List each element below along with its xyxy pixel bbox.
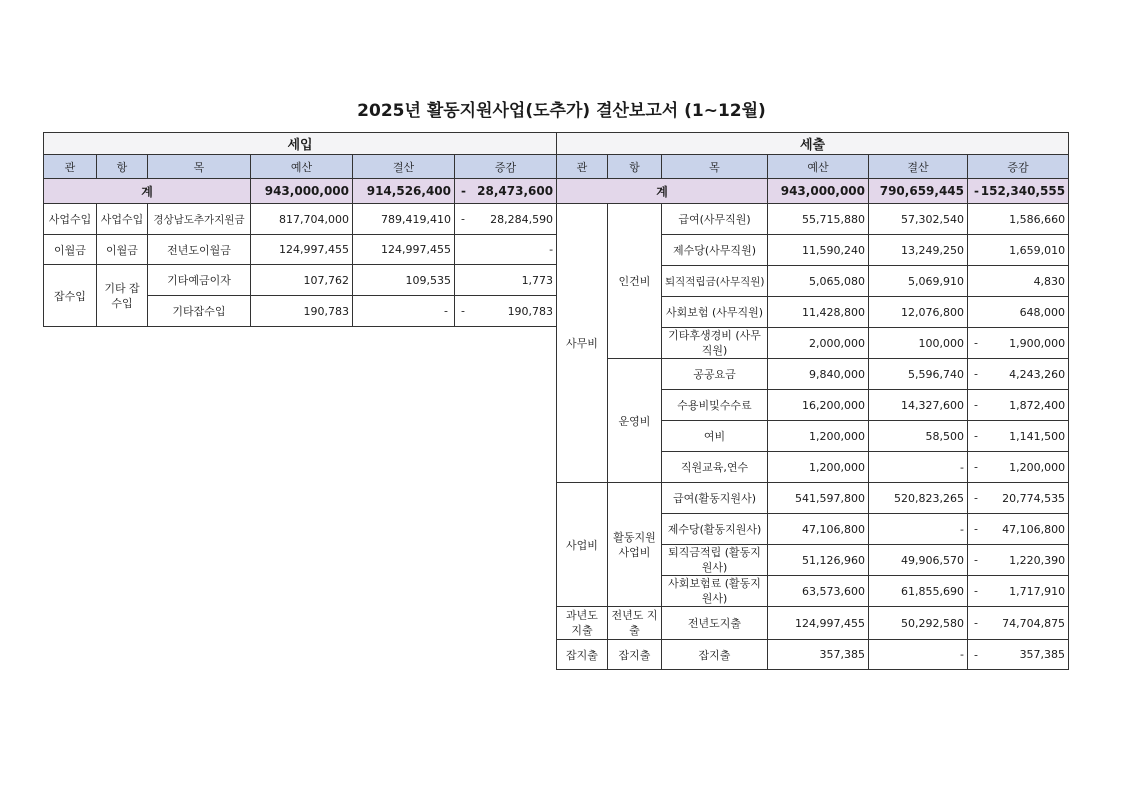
income-header-mok: 목 xyxy=(148,155,251,179)
table-row: 사무비 인건비 급여(사무직원) 55,715,880 57,302,540 1,586,660 xyxy=(557,204,1069,235)
expense-header-budget: 예산 xyxy=(768,155,869,179)
table-row: 기타후생경비 (사무직원) 2,000,000 100,000 - 1,900,000 xyxy=(557,328,1069,359)
expense-header-settlement: 결산 xyxy=(869,155,968,179)
expense-total-budget: 943,000,000 xyxy=(768,179,869,204)
minus-sign: - xyxy=(974,184,979,198)
hang-cell: 운영비 xyxy=(608,359,662,483)
table-row: 제수당(활동지원사) 47,106,800 - - 47,106,800 xyxy=(557,514,1069,545)
hang-cell: 잡지출 xyxy=(608,640,662,670)
table-row: 여비 1,200,000 58,500 - 1,141,500 xyxy=(557,421,1069,452)
table-row: 사회보험료 (활동지원사) 63,573,600 61,855,690 - 1,717,910 xyxy=(557,576,1069,607)
gwan-cell: 과년도 지출 xyxy=(557,607,608,640)
expense-section-title: 세출 xyxy=(557,133,1069,155)
gwan-cell: 사무비 xyxy=(557,204,608,483)
income-header-settlement: 결산 xyxy=(353,155,455,179)
hang-cell: 인건비 xyxy=(608,204,662,359)
expense-header-mok: 목 xyxy=(662,155,768,179)
table-row: 직원교육,연수 1,200,000 - - 1,200,000 xyxy=(557,452,1069,483)
income-total-settlement: 914,526,400 xyxy=(353,179,455,204)
table-row: 이월금 이월금 전년도이월금 124,997,455 124,997,455 - xyxy=(44,235,557,265)
table-row: 잡지출 잡지출 잡지출 357,385 - - 357,385 xyxy=(557,640,1069,670)
gwan-cell: 잡지출 xyxy=(557,640,608,670)
table-row: 사업비 활동지원 사업비 급여(활동지원사) 541,597,800 520,823,265 - 20,774,535 xyxy=(557,483,1069,514)
expense-total-diff: - 152,340,555 xyxy=(968,179,1069,204)
expense-total-label: 계 xyxy=(557,179,768,204)
table-row: 제수당(사무직원) 11,590,240 13,249,250 1,659,010 xyxy=(557,235,1069,266)
table-row: 과년도 지출 전년도 지출 전년도지출 124,997,455 50,292,580 - 74,704,875 xyxy=(557,607,1069,640)
report-title: 2025년 활동지원사업(도추가) 결산보고서 (1~12월) xyxy=(357,101,766,121)
income-header-hang: 항 xyxy=(97,155,148,179)
expense-header-hang: 항 xyxy=(608,155,662,179)
income-header-gwan: 관 xyxy=(44,155,97,179)
hang-cell: 전년도 지출 xyxy=(608,607,662,640)
expense-header-diff: 증감 xyxy=(968,155,1069,179)
gwan-cell: 사업비 xyxy=(557,483,608,607)
table-row: 기타잡수입 190,783 - - 190,783 xyxy=(44,296,557,327)
table-row: 퇴직금적립 (활동지원사) 51,126,960 49,906,570 - 1,220,390 xyxy=(557,545,1069,576)
income-header-diff: 증감 xyxy=(455,155,557,179)
income-total-label: 계 xyxy=(44,179,251,204)
expense-table xyxy=(556,132,1069,670)
income-total-budget: 943,000,000 xyxy=(251,179,353,204)
table-row: 운영비 공공요금 9,840,000 5,596,740 - 4,243,260 xyxy=(557,359,1069,390)
table-row: 잡수입 기타 잡수입 기타예금이자 107,762 109,535 1,773 xyxy=(44,265,557,296)
expense-header-gwan: 관 xyxy=(557,155,608,179)
table-row: 사업수입 사업수입 경상남도추가지원금 817,704,000 789,419,410 - 28,284,590 xyxy=(44,204,557,235)
income-section-title: 세입 xyxy=(44,133,557,155)
income-total-diff: - 28,473,600 xyxy=(455,179,557,204)
income-table xyxy=(43,132,557,327)
table-row: 퇴직적립금(사무직원) 5,065,080 5,069,910 4,830 xyxy=(557,266,1069,297)
hang-cell: 활동지원 사업비 xyxy=(608,483,662,607)
expense-total-settlement: 790,659,445 xyxy=(869,179,968,204)
minus-sign: - xyxy=(461,184,466,198)
income-header-budget: 예산 xyxy=(251,155,353,179)
table-row: 사회보험 (사무직원) 11,428,800 12,076,800 648,000 xyxy=(557,297,1069,328)
table-row: 수용비및수수료 16,200,000 14,327,600 - 1,872,400 xyxy=(557,390,1069,421)
